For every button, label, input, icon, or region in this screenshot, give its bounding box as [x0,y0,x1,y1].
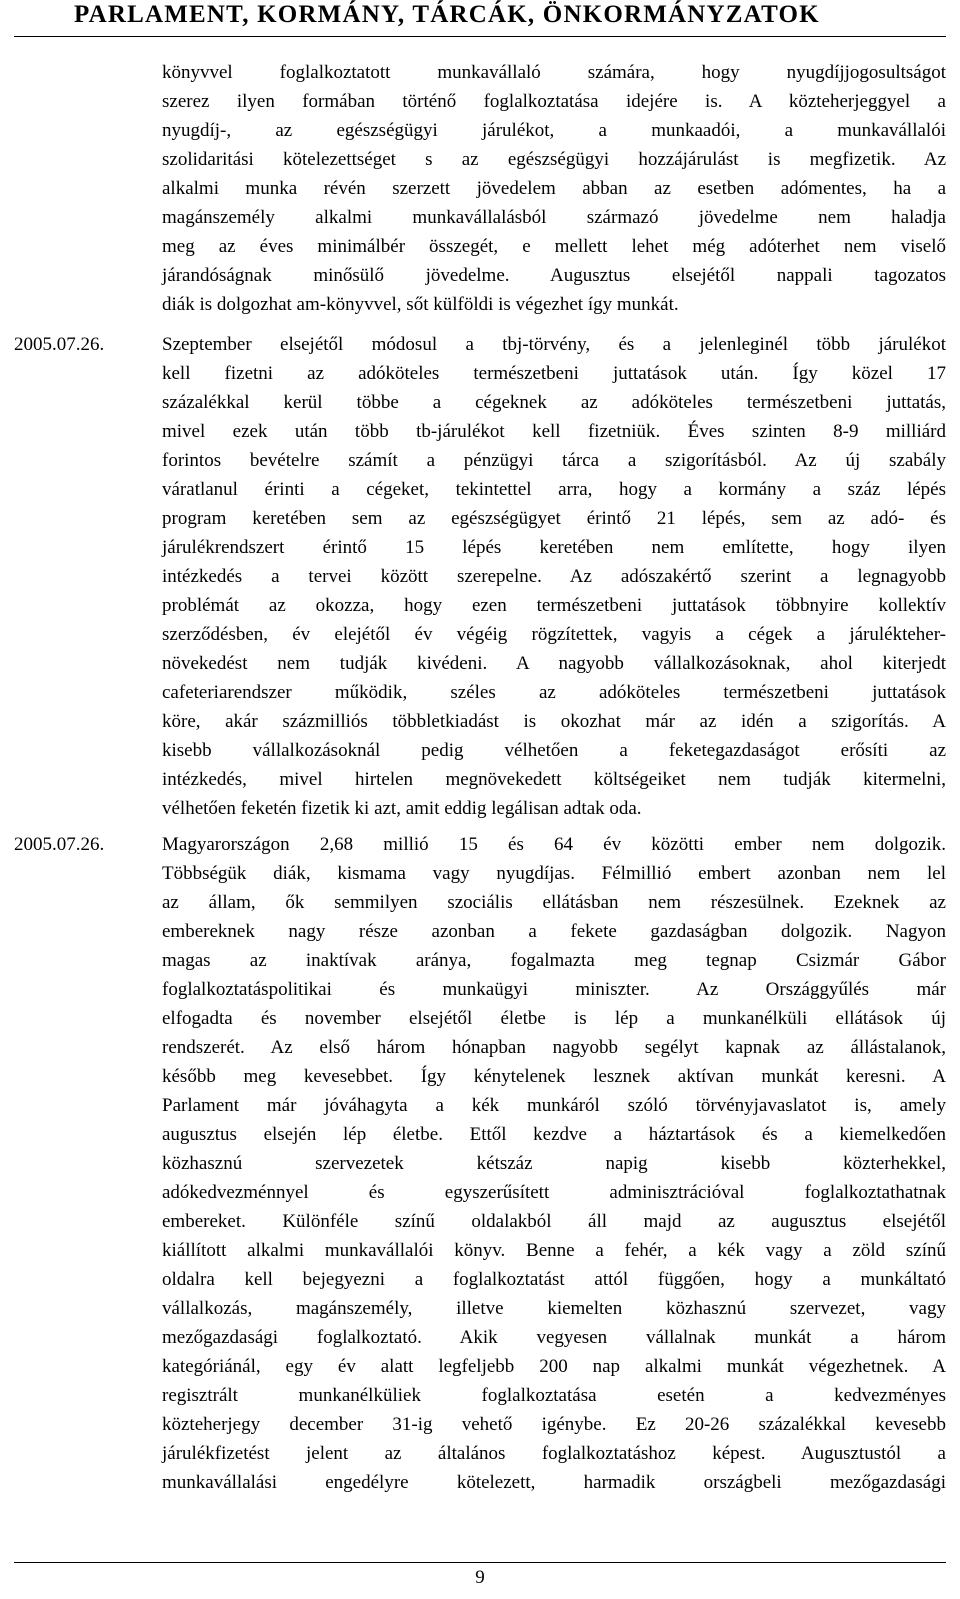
page-header [14,0,946,37]
text-line: adókedvezménnyel és egyszerűsített adminisztrációval foglalkoztathatnak [162,1182,946,1203]
news-entry [14,330,946,823]
text-line: vélhetően feketén fizetik ki azt, amit eddig legálisan adtak oda. [162,798,642,819]
text-line: munkavállalási engedélyre kötelezett, harmadik országbeli mezőgazdasági [162,1472,946,1493]
text-line: közhasznú szervezetek kétszáz napig kisebb közterhekkel, [162,1153,946,1174]
text-line: magánszemély alkalmi munkavállalásból származó jövedelme nem haladja [162,207,946,228]
footer-divider [14,1562,946,1563]
text-line: szerződésben, év elejétől év végéig rögzítettek, vagyis a cégek a járulékteher- [162,624,946,645]
text-line: nyugdíj-, az egészségügyi járulékot, a munkaadói, a munkavállalói [162,120,946,141]
text-line: kiállított alkalmi munkavállalói könyv. Benne a fehér, a kék vagy a zöld színű [162,1240,946,1261]
text-line: mezőgazdasági foglalkoztató. Akik vegyesen vállalnak munkát a három [162,1327,946,1348]
text-line: intézkedés a tervei között szerepelne. Az adószakértő szerint a legnagyobb [162,566,946,587]
text-line: mivel ezek után több tb-járulékot kell fizetniük. Éves szinten 8-9 milliárd [162,421,946,442]
text-line: augusztus elsején lép életbe. Ettől kezdve a háztartások és a kiemelkedően [162,1124,946,1145]
text-line: elfogadta és november elsejétől életbe is lép a munkanélküli ellátások új [162,1008,946,1029]
page-number: 9 [475,1567,485,1588]
text-line: meg az éves minimálbér összegét, e mellett lehet még adóterhet nem viselő [162,236,946,257]
text-line: rendszerét. Az első három hónapban nagyobb segélyt kapnak az állástalanok, [162,1037,946,1058]
entry-date: 2005.07.26. [14,334,105,355]
text-line: járandóságnak minősülő jövedelme. Augusztus elsejétől nappali tagozatos [162,265,946,286]
text-line: forintos bevételre számít a pénzügyi tárca a szigorításból. Az új szabály [162,450,946,471]
text-line: százalékkal kerül többe a cégeknek az adóköteles természetbeni juttatás, [162,392,946,413]
text-line: problémát az okozza, hogy ezen természetbeni juttatások többnyire kollektív [162,595,946,616]
text-line: embereknek nagy része azonban a fekete gazdaságban dolgozik. Nagyon [162,921,946,942]
text-line: kell fizetni az adóköteles természetbeni juttatások után. Így közel 17 [162,363,946,384]
text-line: Magyarországon 2,68 millió 15 és 64 év közötti ember nem dolgozik. [162,834,946,855]
text-line: embereket. Különféle színű oldalakból áll majd az augusztus elsejétől [162,1211,946,1232]
entry-text [162,830,946,1497]
text-line: az állam, ők semmilyen szociális ellátásban nem részesülnek. Ezeknek az [162,892,946,913]
text-line: magas az inaktívak aránya, fogalmazta meg tegnap Csizmár Gábor [162,950,946,971]
text-line: Szeptember elsejétől módosul a tbj-törvény, és a jelenleginél több járulékot [162,334,946,355]
news-entry [14,830,946,1497]
news-entry-continuation [14,58,946,319]
text-line: szolidaritási kötelezettséget s az egészségügyi hozzájárulást is megfizetik. Az [162,149,946,170]
section-title: PARLAMENT, KORMÁNY, TÁRCÁK, ÖNKORMÁNYZATOK [74,1,820,28]
text-line: oldalra kell bejegyezni a foglalkoztatást attól függően, hogy a munkáltató [162,1269,946,1290]
text-line: könyvvel foglalkoztatott munkavállaló számára, hogy nyugdíjjogosultságot [162,62,946,83]
text-line: kategóriánál, egy év alatt legfeljebb 200 nap alkalmi munkát végezhetnek. A [162,1356,946,1377]
text-line: Parlament már jóváhagyta a kék munkáról szóló törvényjavaslatot is, amely [162,1095,946,1116]
text-line: alkalmi munka révén szerzett jövedelem abban az esetben adómentes, ha a [162,178,946,199]
text-line: később meg kevesebbet. Így kénytelenek lesznek aktívan munkát keresni. A [162,1066,946,1087]
text-line: járulékrendszert érintő 15 lépés keretében nem említette, hogy ilyen [162,537,946,558]
text-line: vállalkozás, magánszemély, illetve kiemelten közhasznú szervezet, vagy [162,1298,946,1319]
text-line: növekedést nem tudják kivédeni. A nagyobb vállalkozásoknak, ahol kiterjedt [162,653,946,674]
entry-text [162,330,946,823]
text-line: szerez ilyen formában történő foglalkoztatása idejére is. A közteherjeggyel a [162,91,946,112]
text-line: váratlanul érinti a cégeket, tekintettel arra, hogy a kormány a száz lépés [162,479,946,500]
text-line: közteherjegy december 31-ig vehető igénybe. Ez 20-26 százalékkal kevesebb [162,1414,946,1435]
text-line: diák is dolgozhat am-könyvvel, sőt külföldi is végezhet így munkát. [162,294,679,315]
text-line: kisebb vállalkozásoknál pedig vélhetően a feketegazdaságot erősíti az [162,740,946,761]
text-line: intézkedés, mivel hirtelen megnövekedett költségeiket nem tudják kitermelni, [162,769,946,790]
entry-date: 2005.07.26. [14,834,105,855]
text-line: foglalkoztatáspolitikai és munkaügyi miniszter. Az Országgyűlés már [162,979,946,1000]
text-line: köre, akár százmilliós többletkiadást is okozhat már az idén a szigorítás. A [162,711,946,732]
entry-text [162,58,946,319]
text-line: program keretében sem az egészségügyet érintő 21 lépés, sem az adó- és [162,508,946,529]
text-line: cafeteriarendszer működik, széles az adóköteles természetbeni juttatások [162,682,946,703]
text-line: Többségük diák, kismama vagy nyugdíjas. Félmillió embert azonban nem lel [162,863,946,884]
text-line: regisztrált munkanélküliek foglalkoztatása esetén a kedvezményes [162,1385,946,1406]
text-line: járulékfizetést jelent az általános foglalkoztatáshoz képest. Augusztustól a [162,1443,946,1464]
